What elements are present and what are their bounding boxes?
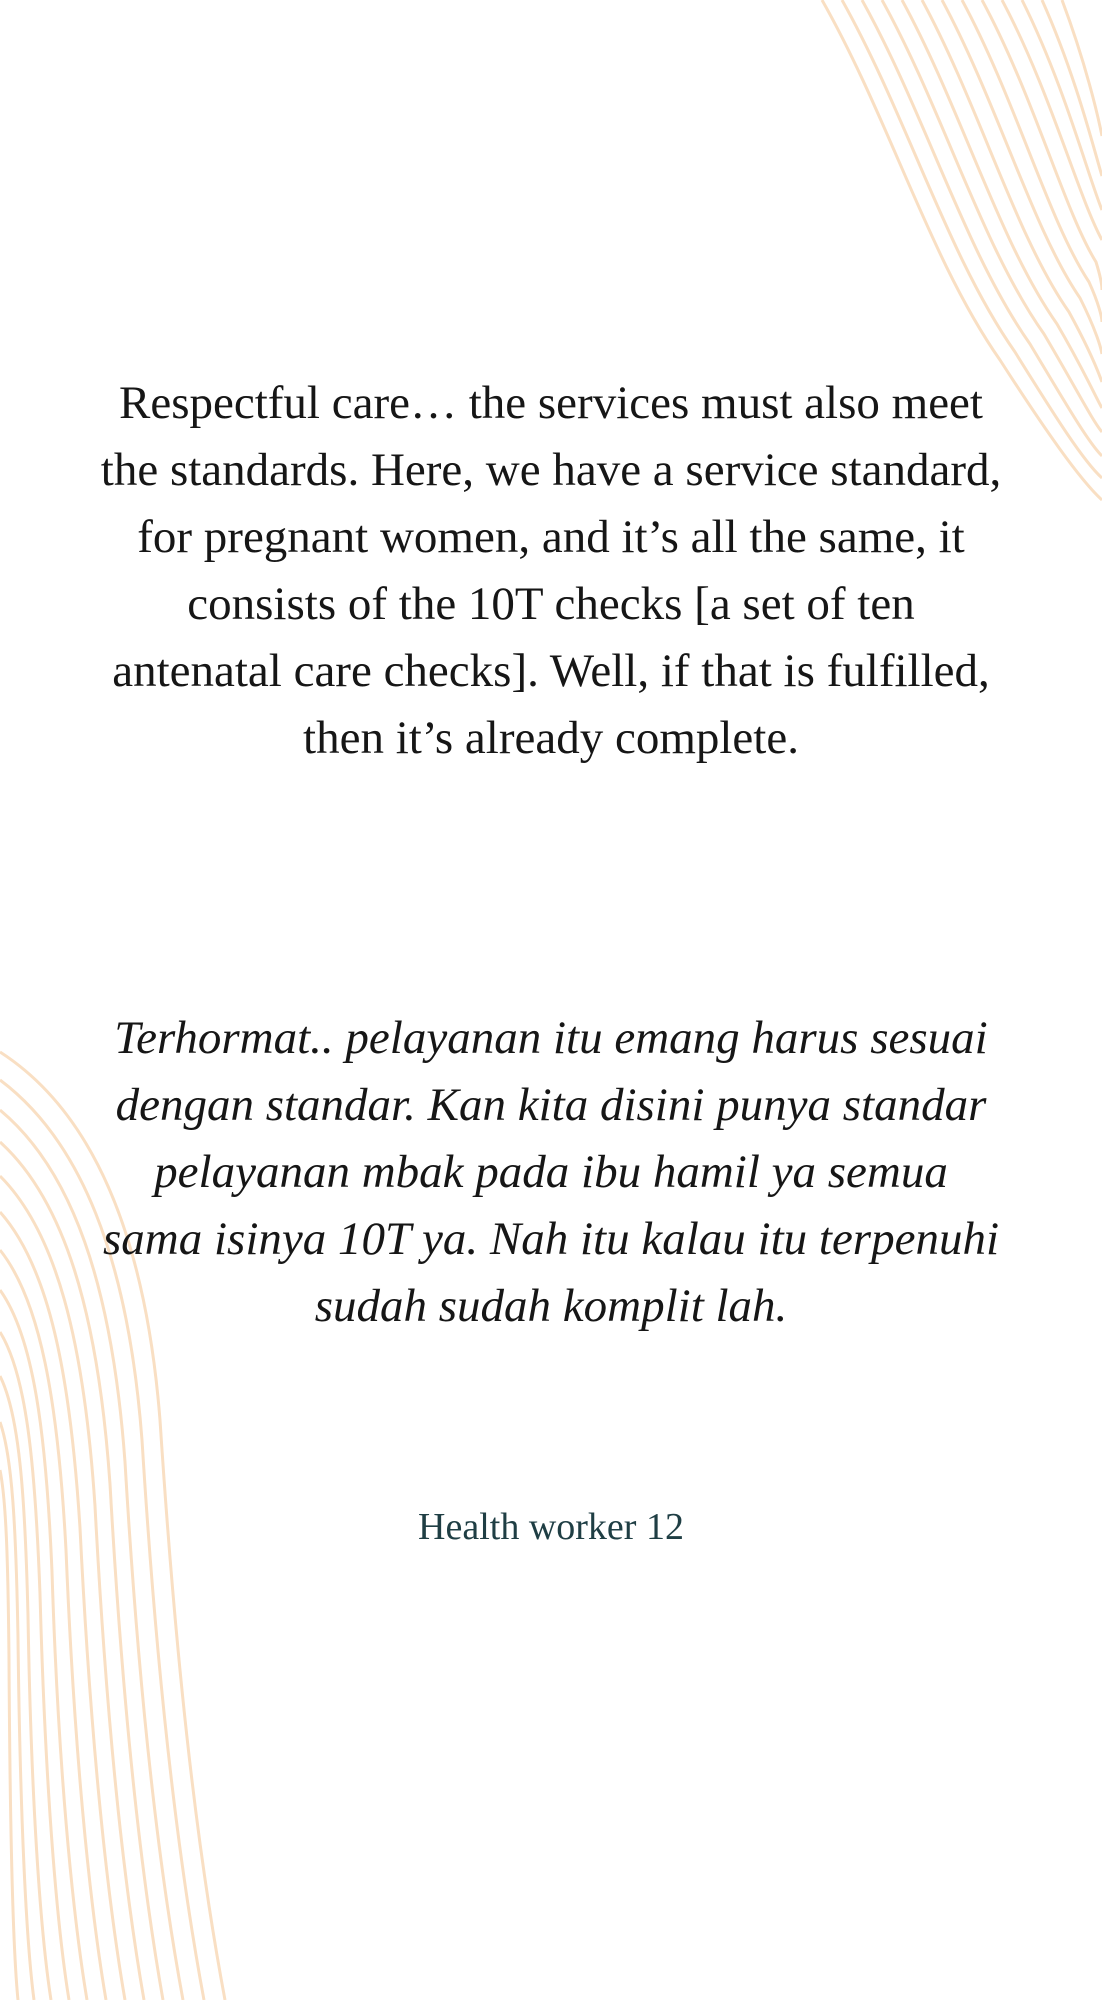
wave-line <box>902 0 1102 408</box>
english-quote-text: Respectful care… the services must also meet the standards. Here, we have a service standard, for pregnant women, and it’s all the same, it consists of the 10T checks [a set of ten antenatal care checks]. Well, if that is fulfilled, then it’s already complete. <box>100 377 1002 764</box>
quote-attribution: Health worker 12 <box>418 1506 684 1548</box>
wave-line <box>1022 0 1102 210</box>
indonesian-quote-text: Terhormat.. pelayanan itu emang harus sesuai dengan standar. Kan kita disini punya standar pelayanan mbak pada ibu hamil ya semua sama isinya 10T ya. Nah itu kalau itu terpenuhi sudah sudah komplit lah. <box>102 1012 1000 1332</box>
wave-line <box>962 0 1102 322</box>
